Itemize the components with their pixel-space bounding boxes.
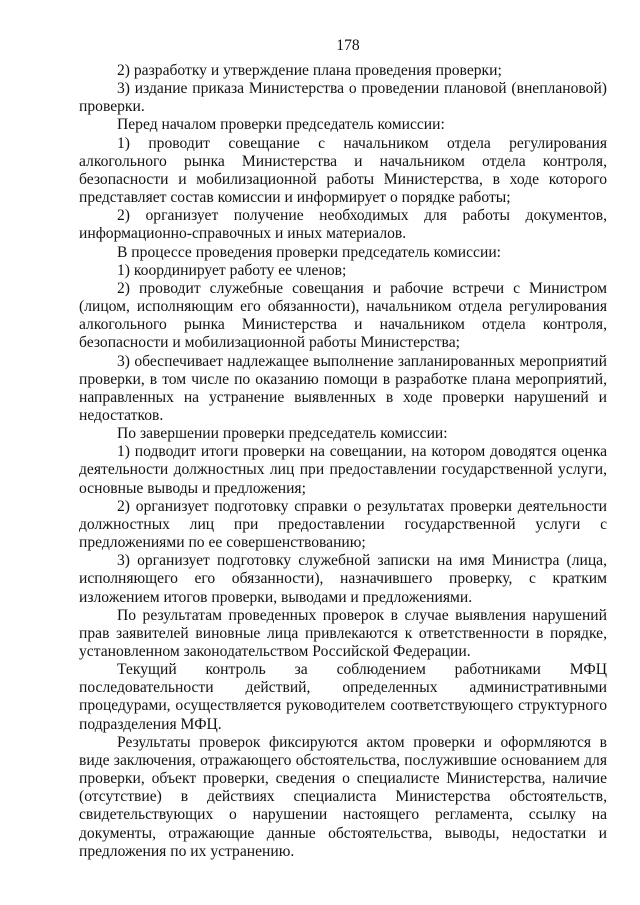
page-number: 178 xyxy=(336,37,360,54)
paragraph-before-item-1: 1) проводит совещание с начальником отдела регулирования алкогольного рынка Министерства и начальником отдела контроля, безопасности и мобилизационной работы Министерства, в ходе которого представляет состав комиссии и информирует о порядке работы; xyxy=(79,134,607,207)
paragraph-after-item-3: 3) организует подготовку служебной записки на имя Министра (лица, исполняющего его обязанности), назначившего проверку, с кратким изложением итогов проверки, выводами и предложениями. xyxy=(79,552,607,606)
paragraph-during-item-3: 3) обеспечивает надлежащее выполнение запланированных мероприятий проверки, в том числе по оказанию помощи в разработке плана мероприятий, направленных на устранение выявленных в ходе проверки нарушений и недостатков. xyxy=(79,352,607,424)
paragraph-item-3: 3) издание приказа Министерства о проведении плановой (внеплановой) проверки. xyxy=(79,80,607,116)
paragraph-after-item-1: 1) подводит итоги проверки на совещании, на котором доводятся оценка деятельности должностных лиц при предоставлении государственной услуги, основные выводы и предложения; xyxy=(79,443,607,497)
paragraph-during-item-1: 1) координирует работу ее членов; xyxy=(117,261,347,279)
paragraph-after-check-heading: По завершении проверки председатель комиссии: xyxy=(117,425,448,443)
paragraph-item-2: 2) разработку и утверждение плана проведения проверки; xyxy=(117,62,502,79)
paragraph-violations: По результатам проведенных проверок в случае выявления нарушений прав заявителей виновные лица привлекаются к ответственности в порядке, установленном законодательством Российской Федерации. xyxy=(79,606,607,660)
document-page xyxy=(79,0,607,861)
paragraph-during-check-heading: В процессе проведения проверки председатель комиссии: xyxy=(117,243,501,261)
paragraph-during-item-2: 2) проводит служебные совещания и рабочие встречи с Министром (лицом, исполняющим его обязанности), начальником отдела регулирования алкогольного рынка Министерства и начальником отдела контроля, безопасности и мобилизационной работы Министерства; xyxy=(79,279,607,352)
paragraph-before-check-heading: Перед началом проверки председатель комиссии: xyxy=(117,116,445,134)
paragraph-before-item-2: 2) организует получение необходимых для работы документов, информационно-справочных и иных материалов. xyxy=(79,207,607,243)
document-body xyxy=(79,62,607,861)
paragraph-current-control: Текущий контроль за соблюдением работниками МФЦ последовательности действий, определенных административными процедурами, осуществляется руководителем соответствующего структурного подразделения МФЦ. xyxy=(79,661,607,733)
paragraph-after-item-2: 2) организует подготовку справки о результатах проверки деятельности должностных лиц при предоставлении государственной услуги с предложениями по ее совершенствованию; xyxy=(79,497,607,552)
paragraph-results: Результаты проверок фиксируются актом проверки и оформляются в виде заключения, отражающего обстоятельства, послужившие основанием для проверки, объект проверки, сведения о специалисте Министерства, наличие (отсутствие) в действиях специалиста Министерства обстоятельств, свидетельствующих о нарушении настоящего регламента, ссылку на документы, отражающие данные обстоятельства, выводы, недостатки и предложения по их устранению. xyxy=(79,733,607,860)
